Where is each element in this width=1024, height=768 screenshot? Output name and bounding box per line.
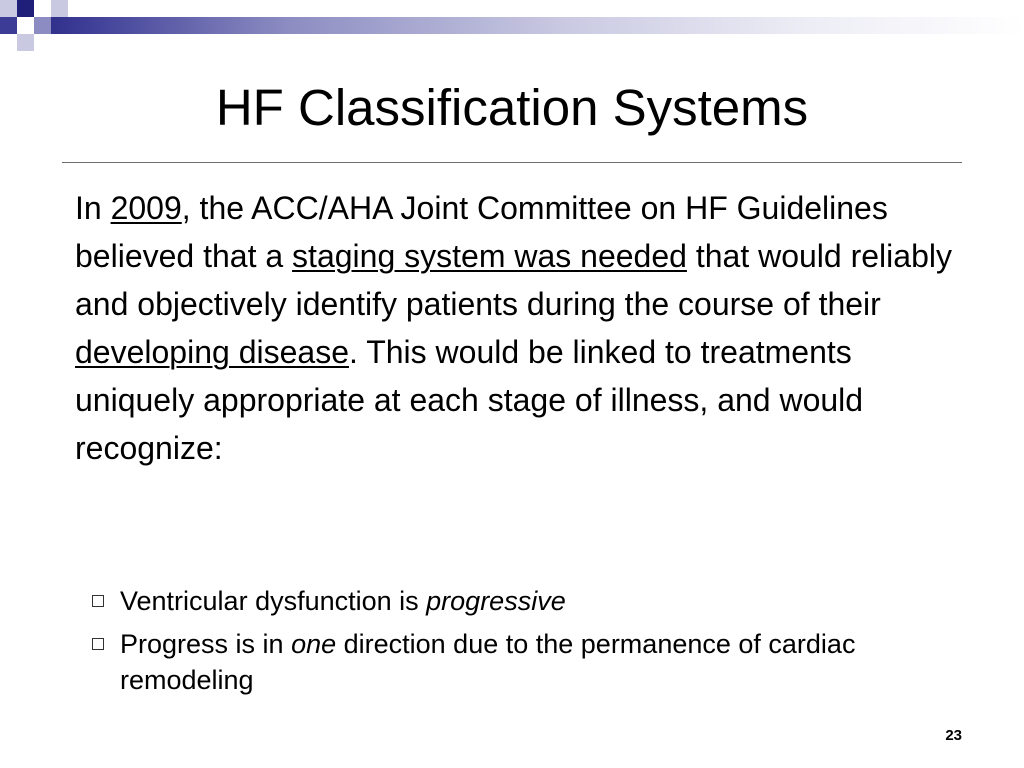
bullet-text: Ventricular dysfunction is bbox=[120, 586, 427, 616]
bullet-text-rest: direction due to the permanence of cardiac remodeling bbox=[120, 629, 856, 695]
bullet-text: Progress is in bbox=[120, 629, 292, 659]
square-decoration bbox=[34, 34, 51, 51]
page-number: 23 bbox=[945, 727, 962, 744]
underlined-year: 2009 bbox=[110, 190, 182, 226]
header-gradient-bar bbox=[0, 17, 1024, 34]
list-item bbox=[90, 626, 970, 698]
square-decoration bbox=[0, 17, 17, 34]
underlined-phrase: developing disease bbox=[75, 334, 349, 370]
list-item bbox=[90, 583, 970, 619]
underlined-phrase: staging system was needed bbox=[292, 238, 687, 274]
square-decoration bbox=[17, 0, 34, 17]
paragraph-text: In bbox=[75, 190, 111, 226]
square-decoration bbox=[17, 17, 34, 34]
bullet-emphasis: progressive bbox=[426, 586, 566, 616]
square-decoration bbox=[34, 17, 51, 34]
corner-squares-decoration bbox=[0, 0, 80, 60]
paragraph-text: . This would be linked to treatments uniquely appropriate at each stage of illness, and would recognize: bbox=[75, 334, 864, 466]
square-decoration bbox=[0, 0, 17, 17]
title-divider bbox=[62, 162, 962, 163]
square-bullet-icon bbox=[92, 595, 104, 607]
paragraph-text: , the ACC/AHA Joint Committee on HF Guidelines believed that a bbox=[75, 190, 888, 274]
bullet-list bbox=[90, 583, 970, 705]
square-decoration bbox=[34, 0, 51, 17]
square-bullet-icon bbox=[92, 638, 104, 650]
bullet-emphasis: one bbox=[291, 629, 337, 659]
paragraph-text: that would reliably and objectively identify patients during the course of their bbox=[75, 238, 952, 322]
square-decoration bbox=[17, 34, 34, 51]
square-decoration bbox=[51, 0, 68, 17]
body-paragraph bbox=[75, 184, 965, 472]
slide-title: HF Classification Systems bbox=[215, 79, 809, 136]
